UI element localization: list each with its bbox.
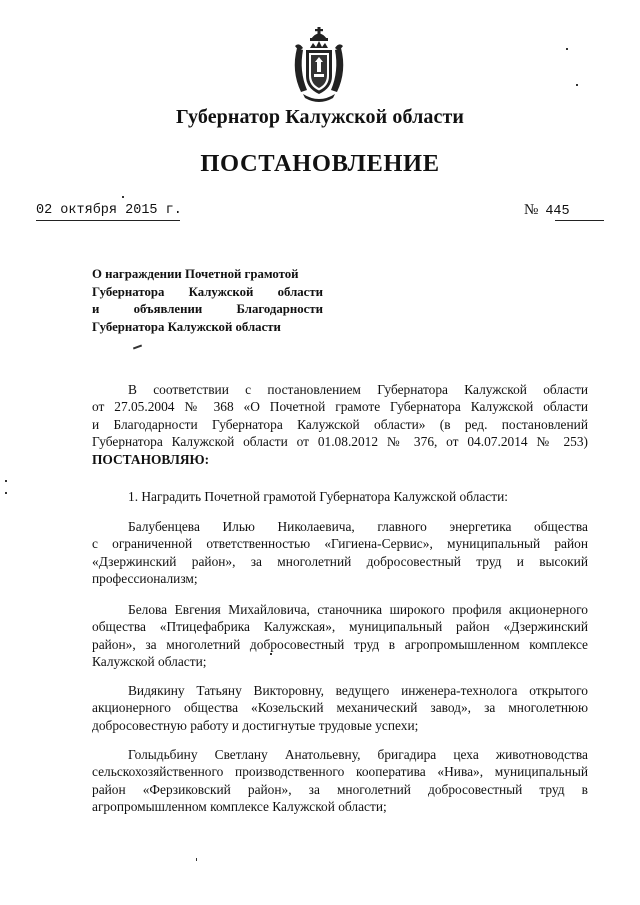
preamble-line: В соответствии с постановлением Губернатора Калужской области [128, 382, 588, 397]
awardee-line: профессионализм; [92, 571, 198, 587]
subject-line: и объявлении Благодарности [92, 302, 323, 316]
scan-speck [5, 492, 7, 494]
preamble-paragraph [92, 381, 588, 468]
document-date [36, 203, 182, 218]
date-underline [36, 220, 180, 221]
subject-line: О награждении Почетной грамотой [92, 267, 299, 281]
awardee-line: район», за многолетний добросовестный труд в агропромышленном комплексе [92, 636, 588, 652]
awardee-paragraph [92, 601, 588, 671]
scan-speck [566, 48, 568, 50]
awardee-paragraph [92, 682, 588, 734]
subject-line: Губернатора Калужской области [92, 319, 281, 334]
scan-speck [576, 84, 578, 86]
item-1-text: 1. Наградить Почетной грамотой Губернатора Калужской области: [128, 489, 508, 504]
item-1-heading [92, 488, 588, 505]
document-date-value: 02 октября 2015 г. [36, 203, 182, 218]
awardee-line: Голыдьбину Светлану Анатольевну, бригадира цеха животноводства [128, 747, 588, 762]
document-number [524, 202, 570, 219]
coat-of-arms-icon [289, 26, 349, 104]
preamble-line: Губернатора Калужской области от 01.08.2012 № 376, от 04.07.2014 № 253) [92, 434, 588, 450]
awardee-line: сельскохозяйственного производственного кооператива «Нива», муниципальный [92, 764, 588, 780]
awardee-line: Видякину Татьяну Викторовну, ведущего инженера-технолога открытого [128, 683, 588, 698]
scan-speck [5, 480, 7, 482]
awardee-line: Белова Евгения Михайловича, станочника широкого профиля акционерного [128, 602, 588, 617]
awardee-paragraph [92, 518, 588, 588]
issuing-authority: Губернатор Калужской области [175, 106, 465, 128]
awardee-line: агропромышленном комплексе Калужской области; [92, 799, 387, 815]
awardee-line: добросовестную работу и достигнутые трудовые успехи; [92, 717, 419, 733]
awardee-line: с ограниченной ответственностью «Гигиена-Сервис», муниципальный район [92, 536, 588, 552]
scan-speck [270, 653, 272, 655]
scan-speck [122, 196, 124, 198]
awardee-line: «Дзержинский район», за многолетний добросовестный труд и высокий [92, 553, 588, 569]
scan-speck [196, 858, 197, 861]
awardee-line: общества «Птицефабрика Калужская», муниципальный район «Дзержинский [92, 619, 588, 635]
number-value: 445 [545, 204, 570, 219]
number-underline [555, 220, 604, 221]
awardee-line: Калужской области; [92, 654, 207, 670]
awardee-line: акционерного общества «Козельский механический завод», за многолетнюю [92, 700, 588, 716]
scan-speck [133, 345, 142, 350]
preamble-line: от 27.05.2004 № 368 «О Почетной грамоте Губернатора Калужской области [92, 399, 588, 415]
preamble-line: и Благодарности Губернатора Калужской области» (в ред. постановлений [92, 416, 588, 432]
document-subject [92, 266, 323, 336]
subject-line: Губернатора Калужской области [92, 284, 323, 299]
resolution-word: ПОСТАНОВЛЯЮ: [92, 451, 210, 467]
awardee-paragraph [92, 746, 588, 816]
document-type-title: ПОСТАНОВЛЕНИЕ [200, 150, 440, 177]
awardee-line: Балубенцева Илью Николаевича, главного энергетика общества [128, 519, 588, 534]
awardee-line: район «Ферзиковский район», за многолетний добросовестный труд в [92, 781, 588, 797]
number-label: № [524, 202, 539, 218]
